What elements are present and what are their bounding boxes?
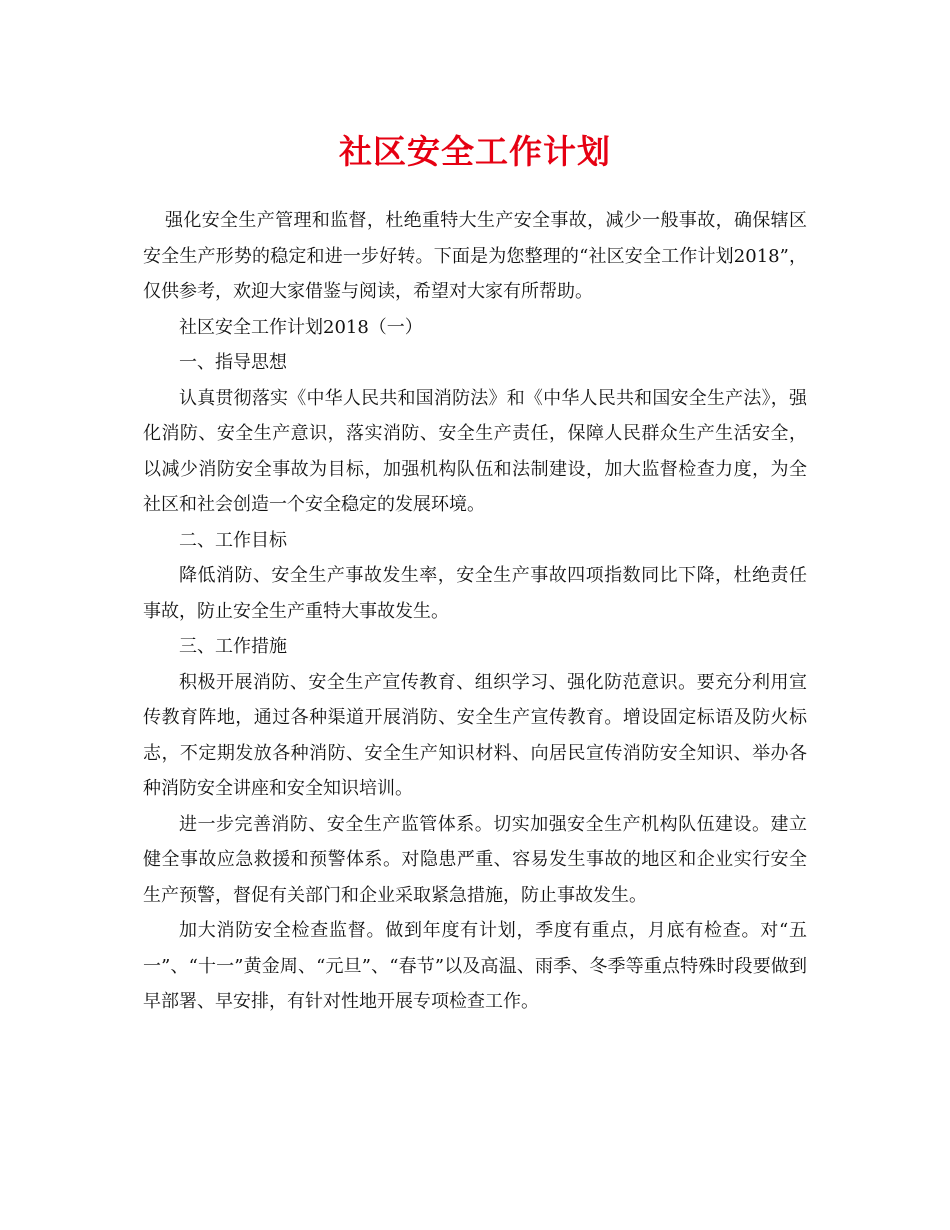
paragraph-measure-supervision-system: 进一步完善消防、安全生产监管体系。切实加强安全生产机构队伍建设。建立健全事故应急救援和预警体系。对隐患严重、容易发生事故的地区和企业实行安全生产预警，督促有关部门和企业采取紧急措施，防止事故发生。 bbox=[143, 813, 807, 906]
document-title: 社区安全工作计划 bbox=[339, 132, 611, 171]
paragraph-guiding-ideology: 认真贯彻落实《中华人民共和国消防法》和《中华人民共和国安全生产法》，强化消防、安全生产意识，落实消防、安全生产责任，保障人民群众生产生活安全，以减少消防安全事故为目标，加强机构队伍和法制建设，加大监督检查力度，为全社区和社会创造一个安全稳定的发展环境。 bbox=[143, 387, 807, 515]
paragraph-work-goals: 降低消防、安全生产事故发生率，安全生产事故四项指数同比下降，杜绝责任事故，防止安全生产重特大事故发生。 bbox=[143, 565, 807, 622]
paragraph-measure-inspection: 加大消防安全检查监督。做到年度有计划，季度有重点，月底有检查。对“五一”、“十一”黄金周、“元旦”、“春节”以及高温、雨季、冬季等重点特殊时段要做到早部署、早安排，有针对性地开展专项检查工作。 bbox=[143, 920, 807, 1012]
document-body bbox=[143, 203, 807, 1020]
paragraph-measure-education: 积极开展消防、安全生产宣传教育、组织学习、强化防范意识。要充分利用宣传教育阵地，通过各种渠道开展消防、安全生产宣传教育。增设固定标语及防火标志，不定期发放各种消防、安全生产知识材料、向居民宣传消防安全知识、举办各种消防安全讲座和安全知识培训。 bbox=[143, 671, 807, 799]
intro-paragraph: 强化安全生产管理和监督，杜绝重特大生产安全事故，减少一般事故，确保辖区安全生产形势的稳定和进一步好转。下面是为您整理的“社区安全工作计划2018”，仅供参考，欢迎大家借鉴与阅读，希望对大家有所帮助。 bbox=[143, 210, 807, 302]
section-heading-guiding-ideology: 一、指导思想 bbox=[179, 352, 287, 373]
section-heading-plan: 社区安全工作计划2018（一） bbox=[179, 316, 423, 338]
section-heading-work-goals: 二、工作目标 bbox=[179, 529, 287, 551]
section-heading-work-measures: 三、工作措施 bbox=[179, 636, 287, 657]
